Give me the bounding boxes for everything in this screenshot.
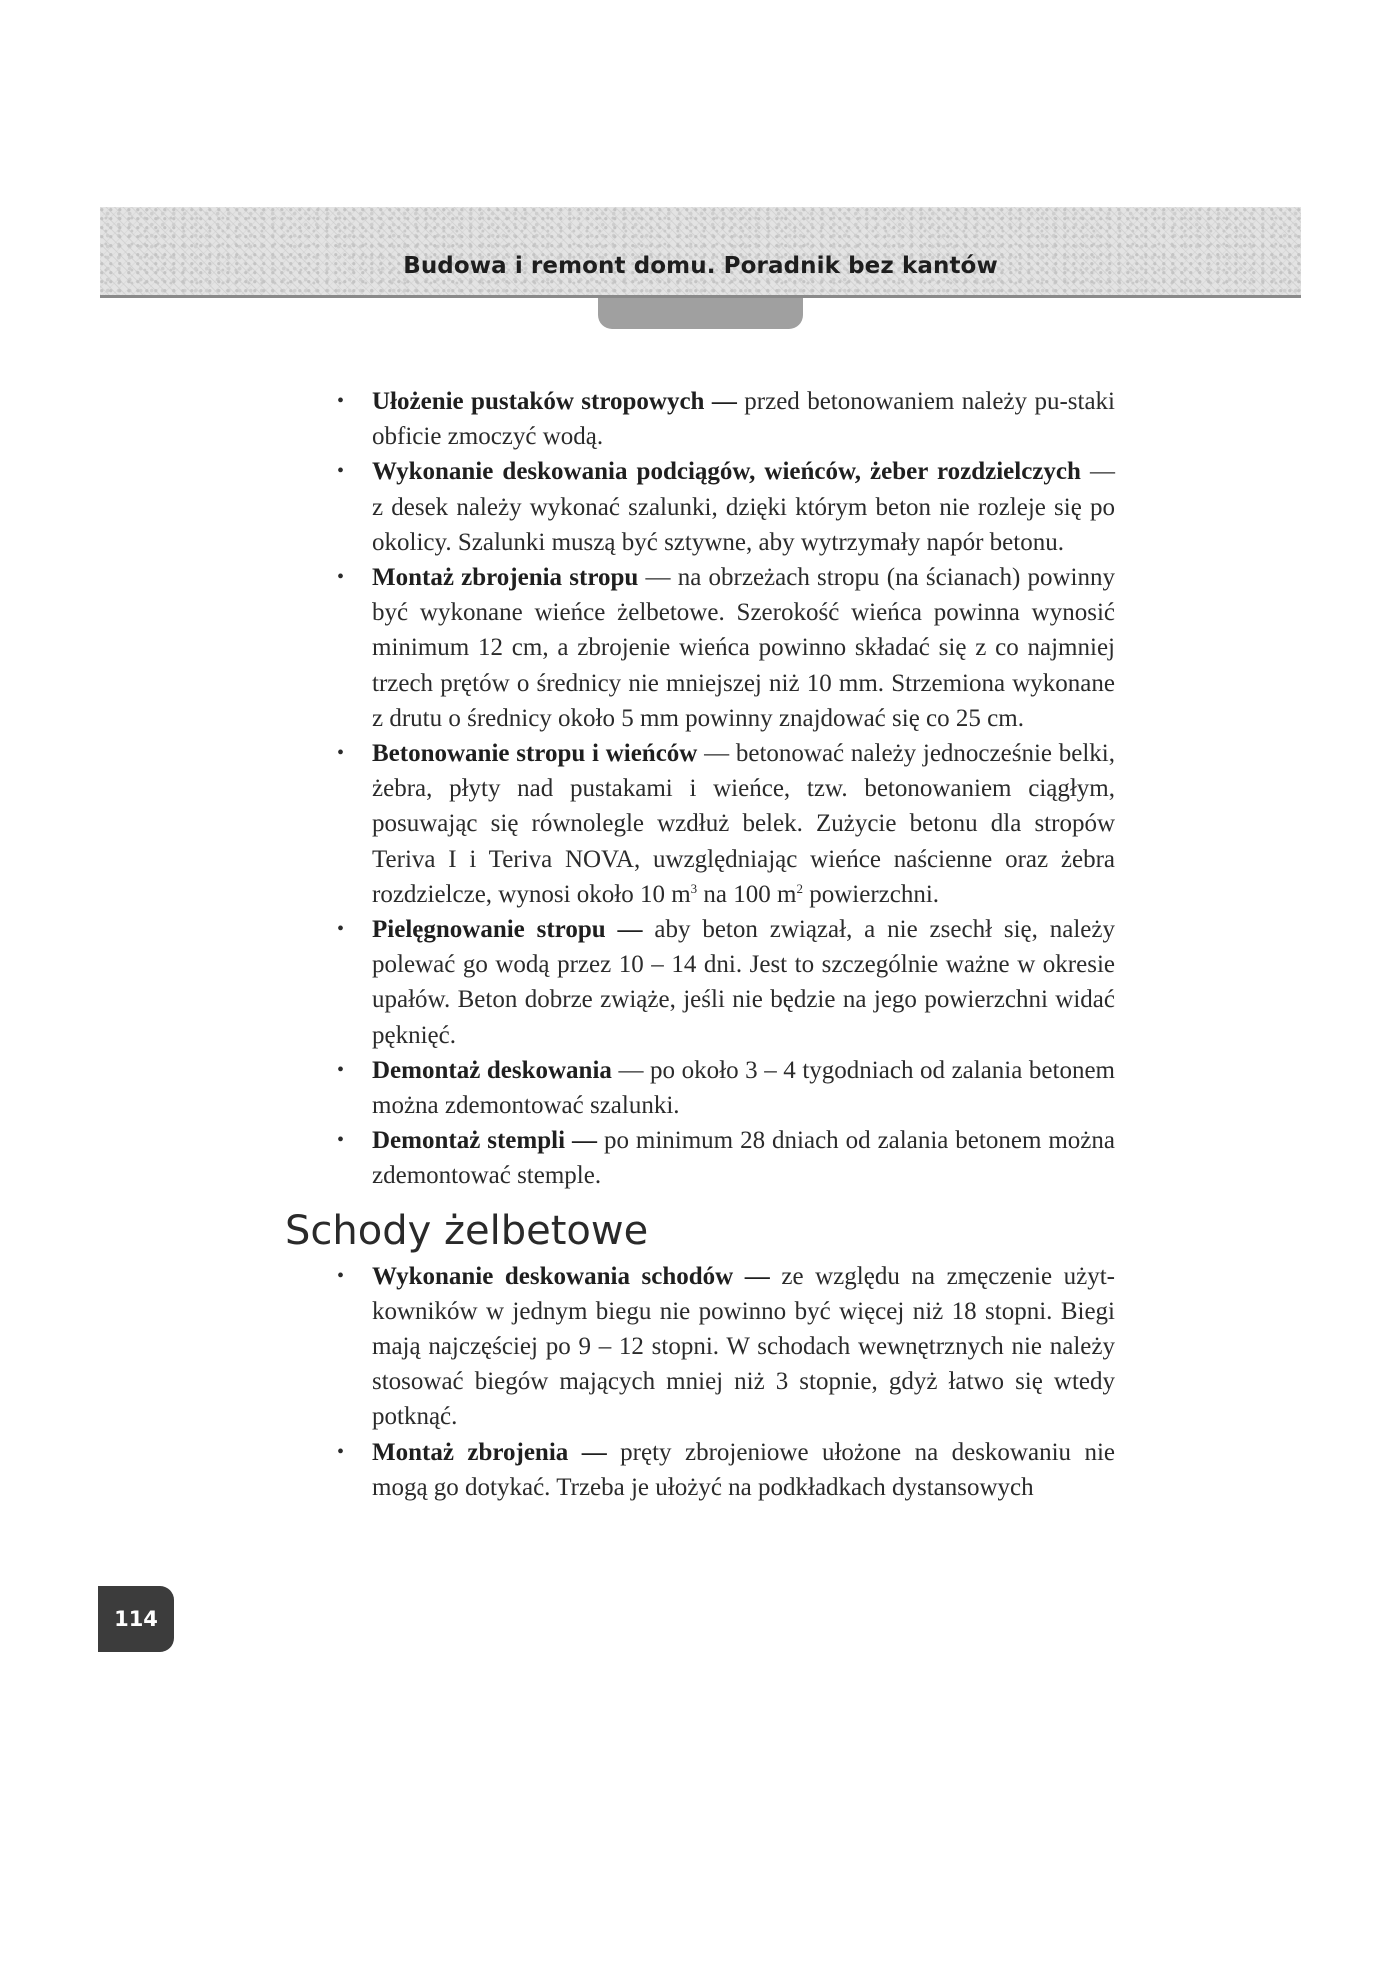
list-item [285, 384, 1115, 454]
item-term: Montaż zbrojenia stropu [372, 564, 639, 592]
page-number: 114 [98, 1586, 174, 1652]
list-item [285, 454, 1115, 560]
steps-list-floor [285, 384, 1115, 1194]
item-text: powierzchni. [802, 880, 940, 908]
item-text: — z desek należy wykonać szalunki, dzięki którym beton nie rozleje się po okolicy. Szalunki muszą być sztywne, aby wytrzymały napór betonu. [372, 458, 1116, 556]
list-item [285, 1435, 1115, 1505]
bullet-icon: • [337, 1440, 345, 1463]
bullet-icon: • [337, 566, 345, 589]
bullet-icon: • [337, 1264, 345, 1287]
running-header-title: Budowa i remont domu. Poradnik bez kantów [403, 253, 998, 279]
bullet-icon: • [337, 390, 345, 412]
item-text: pręty zbrojeniowe ułożone na deskowaniu nie mogą go dotykać. Trzeba je ułożyć na podkładkach dystansowych [372, 1438, 1116, 1501]
list-item [285, 1259, 1115, 1435]
header-tab [598, 298, 803, 329]
item-text: — betonować należy jednocześnie belki, żebra, płyty nad pustakami i wieńce, tzw. betonowaniem ciągłym, posuwając się równolegle wzdłuż belek. Zużycie betonu dla stropów Teriva I i Teriva NOVA, uwzględniając wieńce naścienne oraz żebra rozdzielcze, wynosi około 10 m [372, 740, 1115, 908]
page-body [285, 384, 1115, 1505]
bullet-icon: • [337, 1129, 345, 1152]
bullet-icon: • [337, 460, 345, 483]
item-text: przed betonowaniem należy pu-staki obficie zmoczyć wodą. [372, 388, 1115, 451]
list-item [285, 1053, 1115, 1123]
item-term: Demontaż deskowania [372, 1056, 612, 1084]
steps-list-stairs [285, 1259, 1115, 1505]
superscript: 3 [690, 880, 698, 896]
item-term: Betonowanie stropu i wieńców [372, 740, 698, 768]
list-item [285, 912, 1115, 1053]
item-text: ze względu na zmęczenie użytkowników w jednym biegu nie powinno być więcej niż 18 stopni. Biegi mają najczęściej po 9 – 12 stopni. W schodach wewnętrznych nie należy stosować biegów mających mniej niż 3 stopnie, gdyż łatwo się wtedy potknąć. [372, 1262, 1115, 1431]
item-term: Montaż zbrojenia — [372, 1438, 607, 1466]
item-text: — na obrzeżach stropu (na ścianach) powinny być wykonane wieńce żelbetowe. Szerokość wieńca powinna wynosić minimum 12 cm, a zbrojenie wieńca powinno składać się z co najmniej trzech prętów o średnicy nie mniejszej niż 10 mm. Strzemiona wykonane z drutu o średnicy około 5 mm powinny znajdować się co 25 cm. [372, 564, 1115, 732]
list-item [285, 736, 1115, 912]
item-text: na 100 m [697, 880, 797, 908]
item-term: Demontaż stempli — [372, 1127, 597, 1155]
header-pattern-band [100, 207, 1301, 295]
item-term: Ułożenie pustaków stropowych — [372, 388, 737, 415]
bullet-icon: • [337, 1058, 345, 1081]
item-term: Wykonanie deskowania schodów — [372, 1262, 770, 1290]
list-item [285, 560, 1115, 736]
list-item [285, 1123, 1115, 1193]
item-text: po minimum 28 dniach od zalania betonem można zdemontować stemple. [372, 1127, 1115, 1190]
item-text: aby beton związał, a nie zsechł się, należy polewać go wodą przez 10 – 14 dni. Jest to szczególnie ważne w okresie upałów. Beton dobrze zwiąże, jeśli nie będzie na jego powierzchni widać pęknięć. [372, 916, 1116, 1049]
bullet-icon: • [337, 918, 345, 941]
superscript: 2 [796, 880, 803, 896]
bullet-icon: • [337, 742, 345, 765]
section-heading: Schody żelbetowe [285, 1207, 649, 1254]
item-text: — po około 3 – 4 tygodniach od zalania betonem można zdemontować szalunki. [372, 1056, 1116, 1120]
item-term: Wykonanie deskowania podciągów, wieńców, żeber rozdzielczych [372, 458, 1081, 486]
item-term: Pielęgnowanie stropu — [372, 916, 643, 944]
